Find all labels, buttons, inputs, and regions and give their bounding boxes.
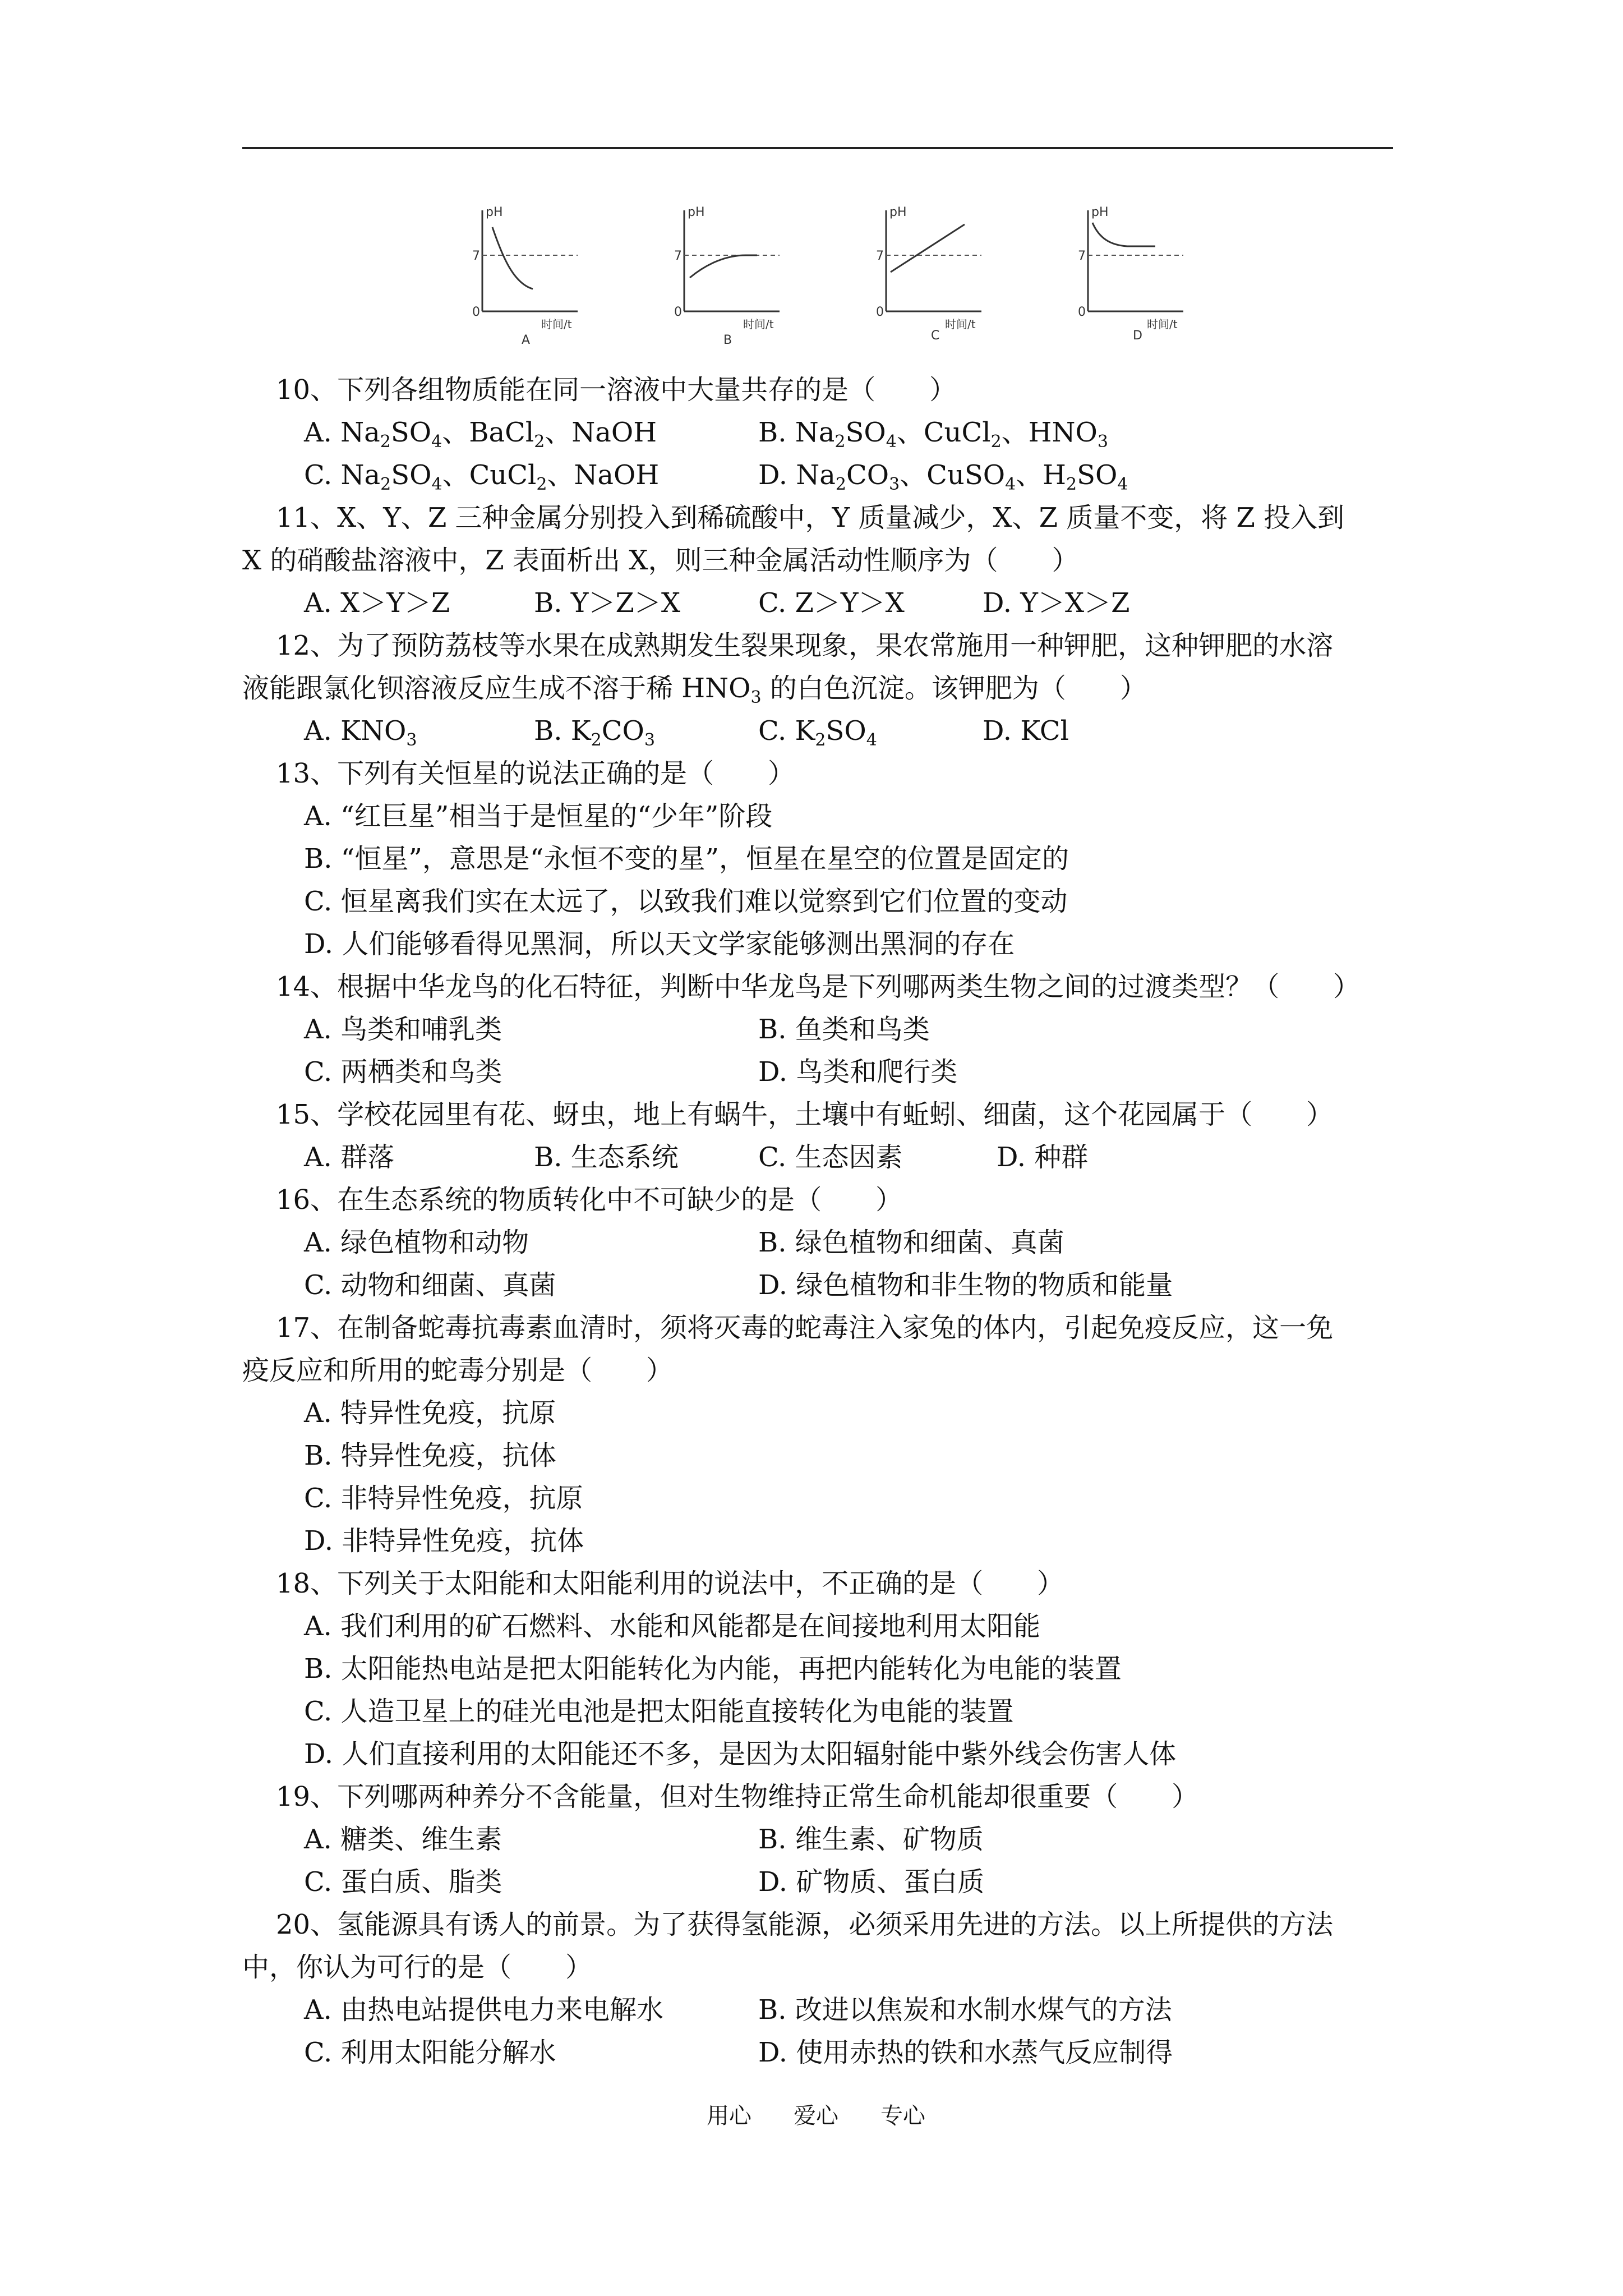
chart-a-label: A — [522, 333, 531, 347]
q13-stem: 13、下列有关恒星的说法正确的是（ ） — [276, 758, 795, 789]
chart-a-ylabel: pH — [486, 205, 503, 219]
q20-option-d: D. 使用赤热的铁和水蒸气反应制得 — [758, 2037, 1173, 2068]
q17-option-c: C. 非特异性免疫，抗原 — [304, 1483, 583, 1514]
q17-option-a: A. 特异性免疫，抗原 — [304, 1397, 556, 1429]
q16-option-c: C. 动物和细菌、真菌 — [304, 1269, 556, 1301]
chart-b-xlabel: 时间/t — [743, 318, 774, 331]
q17-line-1: 17、在制备蛇毒抗毒素血清时，须将灭毒的蛇毒注入家兔的体内，引起免疫反应，这一免 — [276, 1312, 1334, 1343]
q11-option-a: A. X＞Y＞Z — [304, 587, 450, 619]
q15-option-c: C. 生态因素 — [758, 1142, 903, 1173]
q19-option-a: A. 糖类、维生素 — [304, 1824, 502, 1855]
q14-option-c: C. 两栖类和鸟类 — [304, 1056, 502, 1088]
q12-option-a: A. $KNO_3$ — [304, 715, 417, 750]
chart-d-xlabel: 时间/t — [1147, 318, 1178, 331]
q11-option-b: B. Y＞Z＞X — [534, 587, 681, 619]
q20-option-c: C. 利用太阳能分解水 — [304, 2037, 556, 2068]
q19-option-b: B. 维生素、矿物质 — [758, 1824, 984, 1855]
chart-d-ylabel: pH — [1091, 205, 1109, 219]
chart-b-seven: 7 — [674, 249, 682, 263]
chart-b-origin: 0 — [674, 305, 682, 319]
chart-b — [673, 199, 836, 348]
chart-d-origin: 0 — [1078, 305, 1086, 319]
q18-option-d: D. 人们直接利用的太阳能还不多，是因为太阳辐射能中紫外线会伤害人体 — [304, 1738, 1177, 1770]
q13-option-c: C. 恒星离我们实在太远了，以致我们难以觉察到它们位置的变动 — [304, 886, 1068, 917]
q19-stem: 19、下列哪两种养分不含能量，但对生物维持正常生命机能却很重要（ ） — [276, 1781, 1199, 1812]
chart-a-graphic — [471, 199, 634, 348]
chart-d-seven: 7 — [1078, 249, 1086, 263]
q11-line-2: X 的硝酸盐溶液中，Z 表面析出 X，则三种金属活动性顺序为（ ） — [242, 545, 1079, 576]
chart-b-ylabel: pH — [688, 205, 705, 219]
q18-option-c: C. 人造卫星上的硅光电池是把太阳能直接转化为电能的装置 — [304, 1696, 1014, 1727]
q16-option-d: D. 绿色植物和非生物的物质和能量 — [758, 1269, 1173, 1301]
chart-a-seven: 7 — [472, 249, 480, 263]
chart-a-xlabel: 时间/t — [541, 318, 572, 331]
q12-option-c: C. $K_2SO_4$ — [758, 715, 877, 750]
q10-option-b: B. $Na_2SO_4$、CuCl$_2$、$HNO_3$ — [758, 417, 1108, 452]
chart-a-origin: 0 — [472, 305, 480, 319]
q20-line-1: 20、氢能源具有诱人的前景。为了获得氢能源，必须采用先进的方法。以上所提供的方法 — [276, 1909, 1334, 1940]
q13-option-b: B. “恒星”，意思是“永恒不变的星”，恒星在星空的位置是固定的 — [304, 843, 1069, 875]
q11-option-c: C. Z＞Y＞X — [758, 587, 905, 619]
q13-option-d: D. 人们能够看得见黑洞，所以天文学家能够测出黑洞的存在 — [304, 928, 1015, 960]
q13-option-a: A. “红巨星”相当于是恒星的“少年”阶段 — [304, 800, 773, 832]
q12-line-2: 液能跟氯化钡溶液反应生成不溶于稀 $HNO_3$ 的白色沉淀。该钾肥为（ ） — [242, 673, 1147, 707]
q12-line-1: 12、为了预防荔枝等水果在成熟期发生裂果现象，果农常施用一种钾肥，这种钾肥的水溶 — [276, 630, 1334, 661]
chart-d-label: D — [1133, 329, 1142, 343]
q16-stem: 16、在生态系统的物质转化中不可缺少的是（ ） — [276, 1184, 903, 1216]
q20-line-2: 中，你认为可行的是（ ） — [242, 1952, 593, 1983]
q12-option-b: B. $K_2CO_3$ — [534, 715, 655, 750]
chart-c — [875, 199, 1038, 348]
q10-option-a: A. $Na_2SO_4$、BaCl$_2$、NaOH — [304, 417, 657, 452]
q15-stem: 15、学校花园里有花、蚜虫，地上有蜗牛，土壤中有蚯蚓、细菌，这个花园属于（ ） — [276, 1099, 1334, 1130]
q10-option-c: C. $Na_2SO_4$、CuCl$_2$、NaOH — [304, 459, 660, 494]
chart-b-label: B — [723, 333, 732, 347]
footer-word-3: 专心 — [880, 2103, 925, 2129]
q19-option-d: D. 矿物质、蛋白质 — [758, 1866, 985, 1898]
chart-c-graphic — [875, 199, 1038, 348]
q18-option-a: A. 我们利用的矿石燃料、水能和风能都是在间接地利用太阳能 — [304, 1611, 1041, 1642]
q15-option-d: D. 种群 — [997, 1142, 1089, 1173]
q18-option-b: B. 太阳能热电站是把太阳能转化为内能，再把内能转化为电能的装置 — [304, 1653, 1122, 1685]
q11-line-1: 11、X、Y、Z 三种金属分别投入到稀硫酸中，Y 质量减少，X、Z 质量不变，将 Z 投入到 — [276, 502, 1345, 533]
chart-c-seven: 7 — [876, 249, 884, 263]
chart-c-ylabel: pH — [889, 205, 907, 219]
chart-c-label: C — [931, 329, 940, 343]
q19-option-c: C. 蛋白质、脂类 — [304, 1866, 502, 1898]
q14-option-d: D. 鸟类和爬行类 — [758, 1056, 958, 1088]
q14-stem: 14、根据中华龙鸟的化石特征，判断中华龙鸟是下列哪两类生物之间的过渡类型？（ ） — [276, 971, 1361, 1002]
q17-line-2: 疫反应和所用的蛇毒分别是（ ） — [242, 1355, 674, 1386]
chart-c-origin: 0 — [876, 305, 884, 319]
q14-option-b: B. 鱼类和鸟类 — [758, 1014, 930, 1045]
ph-charts — [471, 199, 1234, 348]
chart-d-graphic — [1077, 199, 1239, 348]
chart-c-xlabel: 时间/t — [945, 318, 976, 331]
q15-option-b: B. 生态系统 — [534, 1142, 679, 1173]
header-rule — [242, 147, 1393, 149]
q20-option-a: A. 由热电站提供电力来电解水 — [304, 1994, 664, 2026]
q18-stem: 18、下列关于太阳能和太阳能利用的说法中，不正确的是（ ） — [276, 1568, 1064, 1599]
q16-option-a: A. 绿色植物和动物 — [304, 1227, 529, 1258]
q10-option-d: D. $Na_2CO_3$、CuSO$_4$、$H_2SO_4$ — [758, 459, 1128, 494]
footer-word-1: 用心 — [707, 2103, 751, 2129]
q17-option-d: D. 非特异性免疫，抗体 — [304, 1525, 584, 1557]
footer-word-2: 爱心 — [794, 2103, 838, 2129]
q16-option-b: B. 绿色植物和细菌、真菌 — [758, 1227, 1064, 1258]
q20-option-b: B. 改进以焦炭和水制水煤气的方法 — [758, 1994, 1172, 2026]
q12-option-d: D. KCl — [983, 715, 1069, 747]
q14-option-a: A. 鸟类和哺乳类 — [304, 1014, 502, 1045]
q11-option-d: D. Y＞X＞Z — [983, 587, 1130, 619]
chart-b-graphic — [673, 199, 836, 348]
chart-a — [471, 199, 634, 348]
chart-d — [1077, 199, 1239, 348]
q17-option-b: B. 特异性免疫，抗体 — [304, 1440, 556, 1471]
q10-stem: 10、下列各组物质能在同一溶液中大量共存的是（ ） — [276, 374, 957, 406]
q15-option-a: A. 群落 — [304, 1142, 395, 1173]
